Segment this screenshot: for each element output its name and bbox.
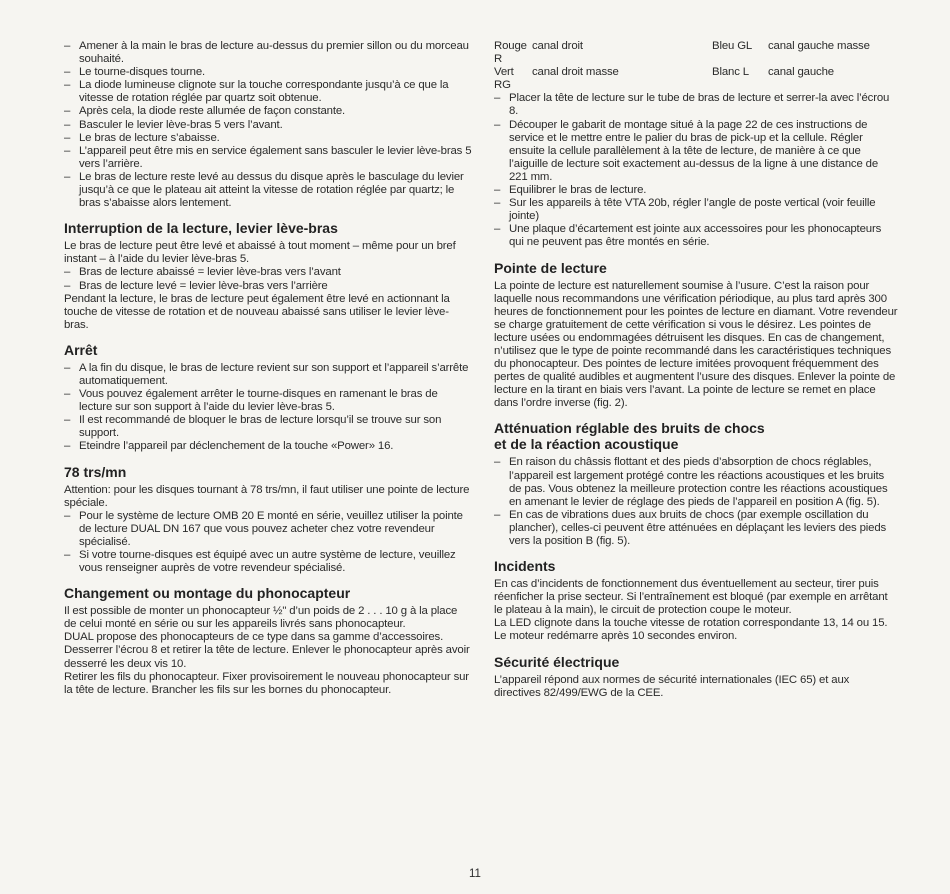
damping-heading-line-1: Atténuation réglable des bruits de chocs (494, 420, 765, 437)
list-item: – La diode lumineuse clignote sur la touche correspondante jusqu’à ce que la vitesse de rotation réglée par quartz soit obtenue. (64, 79, 472, 105)
cartridge-paragraph: Desserrer l’écrou 8 et retirer la tête de lecture. Enlever le phonocapteur après avoir desserré les deux vis 10. (64, 644, 470, 670)
playback-steps-list (64, 40, 472, 210)
list-item: – Découper le gabarit de montage situé à la page 22 de ces instructions de service et le mettre entre le palier du bras de pick-up et la cellule. Régler ensuite la cellule parallèlement à la tête de lecture, de manière à ce que l’aiguille de lecture soit exactement au-dessus de la ligne à une distance de 221 mm. (494, 119, 898, 184)
damping-heading-line-2: et de la réaction acoustique (494, 436, 679, 453)
list-item: – A la fin du disque, le bras de lecture revient sur son support et l’appareil s’arrête automatiquement. (64, 362, 472, 388)
list-item: – Bras de lecture abaissé = levier lève-bras vers l’avant (64, 266, 472, 279)
wire-code: Rouge R (494, 40, 527, 66)
list-item: – Le tourne-disques tourne. (64, 66, 472, 79)
right-column (494, 40, 898, 700)
electrical-safety-heading: Sécurité électrique (494, 653, 620, 670)
stylus-heading: Pointe de lecture (494, 259, 607, 276)
list-item: – Sur les appareils à tête VTA 20b, régler l’angle de poste vertical (voir feuille jointe) (494, 197, 898, 223)
interruption-list (64, 266, 472, 292)
wire-desc: canal droit masse (532, 66, 619, 79)
damping-heading (494, 420, 898, 452)
incidents-paragraph: Le moteur redémarre après 10 secondes environ. (494, 630, 738, 643)
list-item: – Après cela, la diode reste allumée de façon constante. (64, 105, 472, 118)
incidents-heading: Incidents (494, 558, 556, 575)
wire-code: Bleu GL (712, 40, 753, 52)
list-item: – Eteindre l’appareil par déclenchement de la touche «Power» 16. (64, 440, 472, 453)
list-item: – Le bras de lecture s’abaisse. (64, 132, 472, 145)
cartridge-paragraph: Retirer les fils du phonocapteur. Fixer provisoirement le nouveau phonocapteur sur la tête de lecture. Brancher les fils sur les bornes du phonocapteur. (64, 670, 469, 696)
arret-heading: Arrêt (64, 341, 98, 358)
wire-desc: canal gauche masse (768, 40, 870, 52)
interruption-paragraph-2: Pendant la lecture, le bras de lecture peut également être levé en actionnant la touche de vitesse de rotation et de nouveau abaissé sans utiliser le levier lève-bras. (64, 292, 450, 331)
speed-78-attention: Attention: pour les disques tournant à 78 trs/mn, il faut utiliser une pointe de lecture spéciale. (64, 483, 470, 509)
list-item: – Vous pouvez également arrêter le tourne-disques en ramenant le bras de lecture sur son support à l’aide du levier lève-bras 5. (64, 388, 472, 414)
list-item: – En cas de vibrations dues aux bruits de chocs (par exemple oscillation du plancher), celles-ci peuvent être atténuées en déplaçant les leviers des pieds vers la position B (fig. 5). (494, 509, 898, 548)
cartridge-change-heading: Changement ou montage du phonocapteur (64, 585, 351, 602)
list-item: – Pour le système de lecture OMB 20 E monté en série, veuillez utiliser la pointe de lecture DUAL DN 167 que vous pouvez acheter chez votre revendeur spécialisé. (64, 510, 472, 549)
page-number: 11 (469, 868, 481, 880)
list-item: – Le bras de lecture reste levé au dessus du disque après le basculage du levier jusqu’à ce que le plateau ait atteint la vitesse de rotation réglée par quartz; le bras s’abaisse alors lentement. (64, 171, 472, 210)
cartridge-paragraph: DUAL propose des phonocapteurs de ce type dans sa gamme d’accessoires. (64, 631, 444, 644)
incidents-paragraph: La LED clignote dans la touche vitesse de rotation correspondante 13, 14 ou 15. (494, 617, 888, 630)
damping-list (494, 456, 898, 548)
left-column (64, 40, 472, 697)
list-item: – L’appareil peut être mis en service également sans basculer le levier lève-bras 5 vers l’arrière. (64, 145, 472, 171)
interruption-paragraph: Le bras de lecture peut être levé et abaissé à tout moment – même pour un bref instant – à l’aide du levier lève-bras 5. (64, 240, 456, 266)
list-item: – Basculer le levier lève-bras 5 vers l’avant. (64, 119, 472, 132)
list-item: – Amener à la main le bras de lecture au-dessus du premier sillon ou du morceau souhaité. (64, 40, 472, 66)
wire-desc: canal droit (532, 40, 583, 52)
mounting-list (494, 92, 898, 249)
list-item: – Il est recommandé de bloquer le bras de lecture lorsqu’il se trouve sur son support. (64, 414, 472, 440)
wire-desc: canal gauche (768, 66, 834, 79)
electrical-safety-paragraph: L’appareil répond aux normes de sécurité internationales (IEC 65) et aux directives 82/499/EWG de la CEE. (494, 673, 850, 699)
arret-list (64, 362, 472, 454)
list-item: – En raison du châssis flottant et des pieds d’absorption de chocs réglables, l’appareil est largement protégé contre les réactions acoustiques et les bruits de pas. Vous obtenez la meilleure protection contre les réactions acoustiques en amenant le levier de réglage des pieds de l’appareil en position A (fig. 5). (494, 456, 898, 508)
wire-code: Vert RG (494, 66, 514, 92)
wire-code: Blanc L (712, 66, 749, 79)
stylus-paragraph: La pointe de lecture est naturellement soumise à l’usure. C’est la raison pour laquelle nous recommandons une vérification périodique, au plus tard après 300 heures de fonctionnement pour les pointes de lecture en diamant. Votre revendeur se charge gratuitement de cette vérification si vous le désirez. Les pointes de lecture usées ou endommagées détruisent les disques. En cas de changement, n’utilisez que le type de pointe recommandé dans les caractéristiques techniques du phonocapteur. Des pointes de lecture imitées provoquent fréquemment des pertes de qualité audibles et augmentent l’usure des disques. Enlever la pointe de lecture en la tirant en biais vers l’avant. La pointe de lecture se remet en place dans l’ordre inverse (fig. 2). (494, 279, 898, 410)
list-item: – Equilibrer le bras de lecture. (494, 184, 898, 197)
speed-78-heading: 78 trs/mn (64, 463, 127, 480)
cartridge-paragraph: Il est possible de monter un phonocapteur ½" d’un poids de 2 . . . 10 g à la place de celui monté en série ou sur les appareils livrés sans phonocapteur. (64, 605, 458, 631)
incidents-paragraph: En cas d’incidents de fonctionnement dus éventuellement au secteur, tirer puis réenficher la prise secteur. Si l’entraînement est bloqué (par exemple en arrêtant le plateau à la main), le circuit de protection coupe le moteur. (494, 578, 888, 617)
list-item: – Placer la tête de lecture sur le tube de bras de lecture et serrer-la avec l’écrou 8. (494, 92, 898, 118)
list-item: – Si votre tourne-disques est équipé avec un autre système de lecture, veuillez vous renseigner auprès de votre revendeur spécialisé. (64, 549, 472, 575)
interruption-heading: Interruption de la lecture, levier lève-bras (64, 220, 338, 237)
list-item: – Une plaque d’écartement est jointe aux accessoires pour les phonocapteurs qui ne peuvent pas être montés en série. (494, 223, 898, 249)
list-item: – Bras de lecture levé = levier lève-bras vers l’arrière (64, 280, 472, 293)
wire-color-table (494, 40, 898, 92)
speed-78-list (64, 510, 472, 575)
